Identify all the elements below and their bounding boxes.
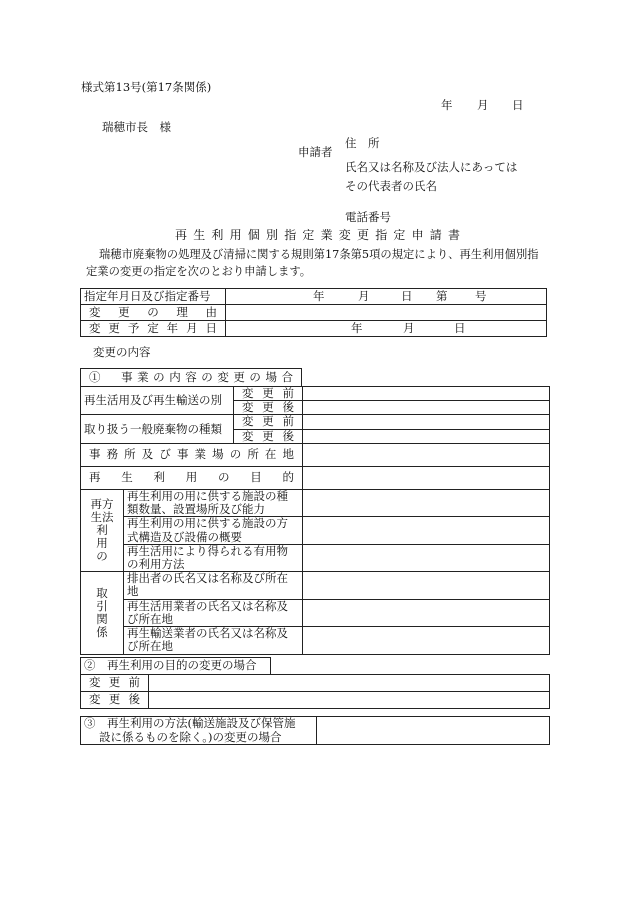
table-row bbox=[81, 415, 550, 429]
section3-value[interactable] bbox=[317, 717, 550, 745]
table-row bbox=[81, 305, 547, 321]
table-row bbox=[81, 675, 550, 692]
section1-header-box bbox=[80, 368, 302, 387]
section2-table bbox=[80, 674, 550, 709]
change-reason-label: 変更の理由 bbox=[81, 305, 226, 321]
row-office-label: 事務所及び事業場の所在地 bbox=[81, 443, 303, 466]
purpose-value[interactable] bbox=[303, 466, 550, 489]
section3-table bbox=[80, 716, 550, 745]
table-row bbox=[81, 443, 550, 466]
body-line2: 定業の変更の指定を次のとおり申請します。 bbox=[86, 265, 312, 278]
table-row bbox=[81, 627, 550, 654]
section2-before-label: 変更前 bbox=[81, 675, 149, 692]
addressee: 瑞穂市長 様 bbox=[102, 120, 171, 134]
section2-header: ② 再生利用の目的の変更の場合 bbox=[81, 658, 271, 675]
waste-before-label: 変更前 bbox=[234, 415, 303, 429]
table-row bbox=[81, 692, 550, 709]
waste-before-value[interactable] bbox=[303, 415, 550, 429]
date-month-label: 月 bbox=[477, 98, 489, 112]
designation-date-label: 指定年月日及び指定番号 bbox=[81, 289, 226, 305]
table-row bbox=[81, 289, 547, 305]
section2-after-value[interactable] bbox=[149, 692, 550, 709]
section2-header-box bbox=[80, 657, 271, 675]
section1-table bbox=[80, 386, 550, 655]
body-line1: 瑞穂市廃棄物の処理及び清掃に関する規則第17条第5項の規定により、再生利用個別指 bbox=[99, 248, 539, 261]
method-item-3: 再生活用により得られる有用物 の利用方法 bbox=[124, 544, 303, 571]
method-item-1: 再生利用の用に供する施設の種 類数量、設置場所及び能力 bbox=[124, 489, 303, 516]
method-item-2-value[interactable] bbox=[303, 517, 550, 544]
date-day-label: 日 bbox=[512, 98, 524, 112]
waste-after-label: 変更後 bbox=[234, 429, 303, 443]
section3-header: ③ 再生利用の方法(輸送施設及び保管施 設に係るものを除く。)の変更の場合 bbox=[81, 717, 317, 745]
waste-after-value[interactable] bbox=[303, 429, 550, 443]
method-item-3-value[interactable] bbox=[303, 544, 550, 571]
type-before-label: 変更前 bbox=[234, 387, 303, 401]
table-row bbox=[81, 517, 550, 544]
address-label: 住 所 bbox=[345, 136, 380, 150]
planned-date-value[interactable]: 年 月 日 bbox=[226, 321, 547, 337]
document-title: 再生利用個別指定業変更指定申請書 bbox=[175, 228, 460, 242]
section1-header: ① 事業の内容の変更の場合 bbox=[81, 369, 302, 387]
designation-date-value[interactable]: 年 月 日 第 号 bbox=[226, 289, 547, 305]
table-row bbox=[81, 572, 550, 599]
table-row bbox=[81, 599, 550, 626]
office-value[interactable] bbox=[303, 443, 550, 466]
trade-item-1-value[interactable] bbox=[303, 572, 550, 599]
table-row bbox=[81, 387, 550, 401]
row-type-label: 再生活用及び再生輸送の別 bbox=[81, 387, 234, 415]
table-row bbox=[81, 466, 550, 489]
name-label-line2: その代表者の氏名 bbox=[345, 179, 437, 193]
section2-after-label: 変更後 bbox=[81, 692, 149, 709]
trade-item-3: 再生輸送業者の氏名又は名称及 び所在地 bbox=[124, 627, 303, 654]
form-number: 様式第13号(第17条関係) bbox=[81, 80, 212, 94]
table-row bbox=[81, 717, 550, 745]
table-row bbox=[81, 321, 547, 337]
row-waste-label: 取り扱う一般廃棄物の種類 bbox=[81, 415, 234, 443]
name-label-line1: 氏名又は名称及び法人にあっては bbox=[345, 160, 518, 174]
phone-label: 電話番号 bbox=[345, 210, 391, 224]
method-group-label: 再方 生法 利 用 の bbox=[81, 489, 124, 571]
info-table bbox=[80, 288, 547, 337]
change-reason-value[interactable] bbox=[226, 305, 547, 321]
planned-date-label: 変更予定年月日 bbox=[81, 321, 226, 337]
section2-before-value[interactable] bbox=[149, 675, 550, 692]
type-after-value[interactable] bbox=[303, 401, 550, 415]
trade-item-2-value[interactable] bbox=[303, 599, 550, 626]
table-row bbox=[81, 489, 550, 516]
applicant-label: 申請者 bbox=[298, 145, 333, 159]
trade-group-label: 取 引 関 係 bbox=[81, 572, 124, 654]
trade-item-3-value[interactable] bbox=[303, 627, 550, 654]
date-year-label: 年 bbox=[441, 98, 453, 112]
row-purpose-label: 再生利用の目的 bbox=[81, 466, 303, 489]
method-item-2: 再生利用の用に供する施設の方 式構造及び設備の概要 bbox=[124, 517, 303, 544]
trade-item-2: 再生活用業者の氏名又は名称及 び所在地 bbox=[124, 599, 303, 626]
type-after-label: 変更後 bbox=[234, 401, 303, 415]
changes-heading: 変更の内容 bbox=[93, 345, 151, 359]
type-before-value[interactable] bbox=[303, 387, 550, 401]
table-row bbox=[81, 544, 550, 571]
method-item-1-value[interactable] bbox=[303, 489, 550, 516]
trade-item-1: 排出者の氏名又は名称及び所在 地 bbox=[124, 572, 303, 599]
